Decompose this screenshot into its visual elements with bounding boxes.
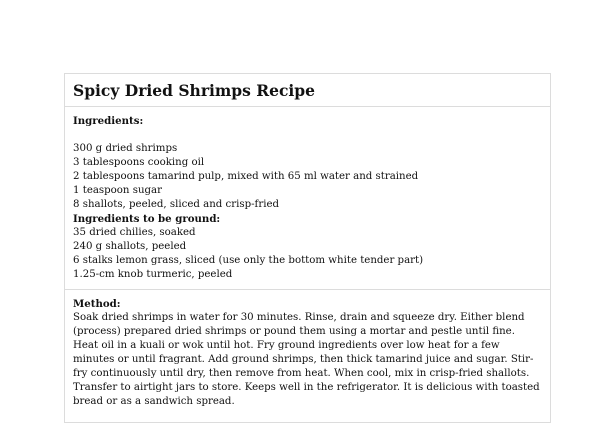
recipe-card [64,73,551,423]
ingredients-label: Ingredients: [73,115,144,127]
ground-ingredient-item: 1.25-cm knob turmeric, peeled [73,269,233,280]
recipe-header [65,74,550,107]
ingredients-section [65,107,550,290]
ground-ingredient-item: 35 dried chilies, soaked [73,227,196,238]
ingredient-item: 3 tablespoons cooking oil [73,157,205,168]
ingredient-item: 2 tablespoons tamarind pulp, mixed with 65 ml water and strained [73,171,419,182]
ground-ingredient-item: 240 g shallots, peeled [73,241,187,252]
ground-ingredient-item: 6 stalks lemon grass, sliced (use only the bottom white tender part) [73,255,424,266]
spacer [73,128,542,142]
recipe-title: Spicy Dried Shrimps Recipe [73,81,315,100]
method-text: Soak dried shrimps in water for 30 minutes. Rinse, drain and squeeze dry. Either blend (process) prepared dried shrimps or pound them using a mortar and pestle until fine. Heat oil in a kuali or wok until hot. Fry ground ingredients over low heat for a few minutes or until fragrant. Add ground shrimps, then thick tamarind juice and sugar. Stir-fry continuously until dry, then remove from heat. When cool, mix in crisp-fried shallots. Transfer to airtight jars to store. Keeps well in the refrigerator. It is delicious with toasted bread or as a sandwich spread. [73,312,540,407]
method-section [65,290,550,409]
ingredient-item: 8 shallots, peeled, sliced and crisp-fried [73,199,280,210]
method-label: Method: [73,298,121,310]
ingredient-item: 1 teaspoon sugar [73,185,162,196]
ingredient-item: 300 g dried shrimps [73,143,178,154]
ground-ingredients-label: Ingredients to be ground: [73,213,221,225]
